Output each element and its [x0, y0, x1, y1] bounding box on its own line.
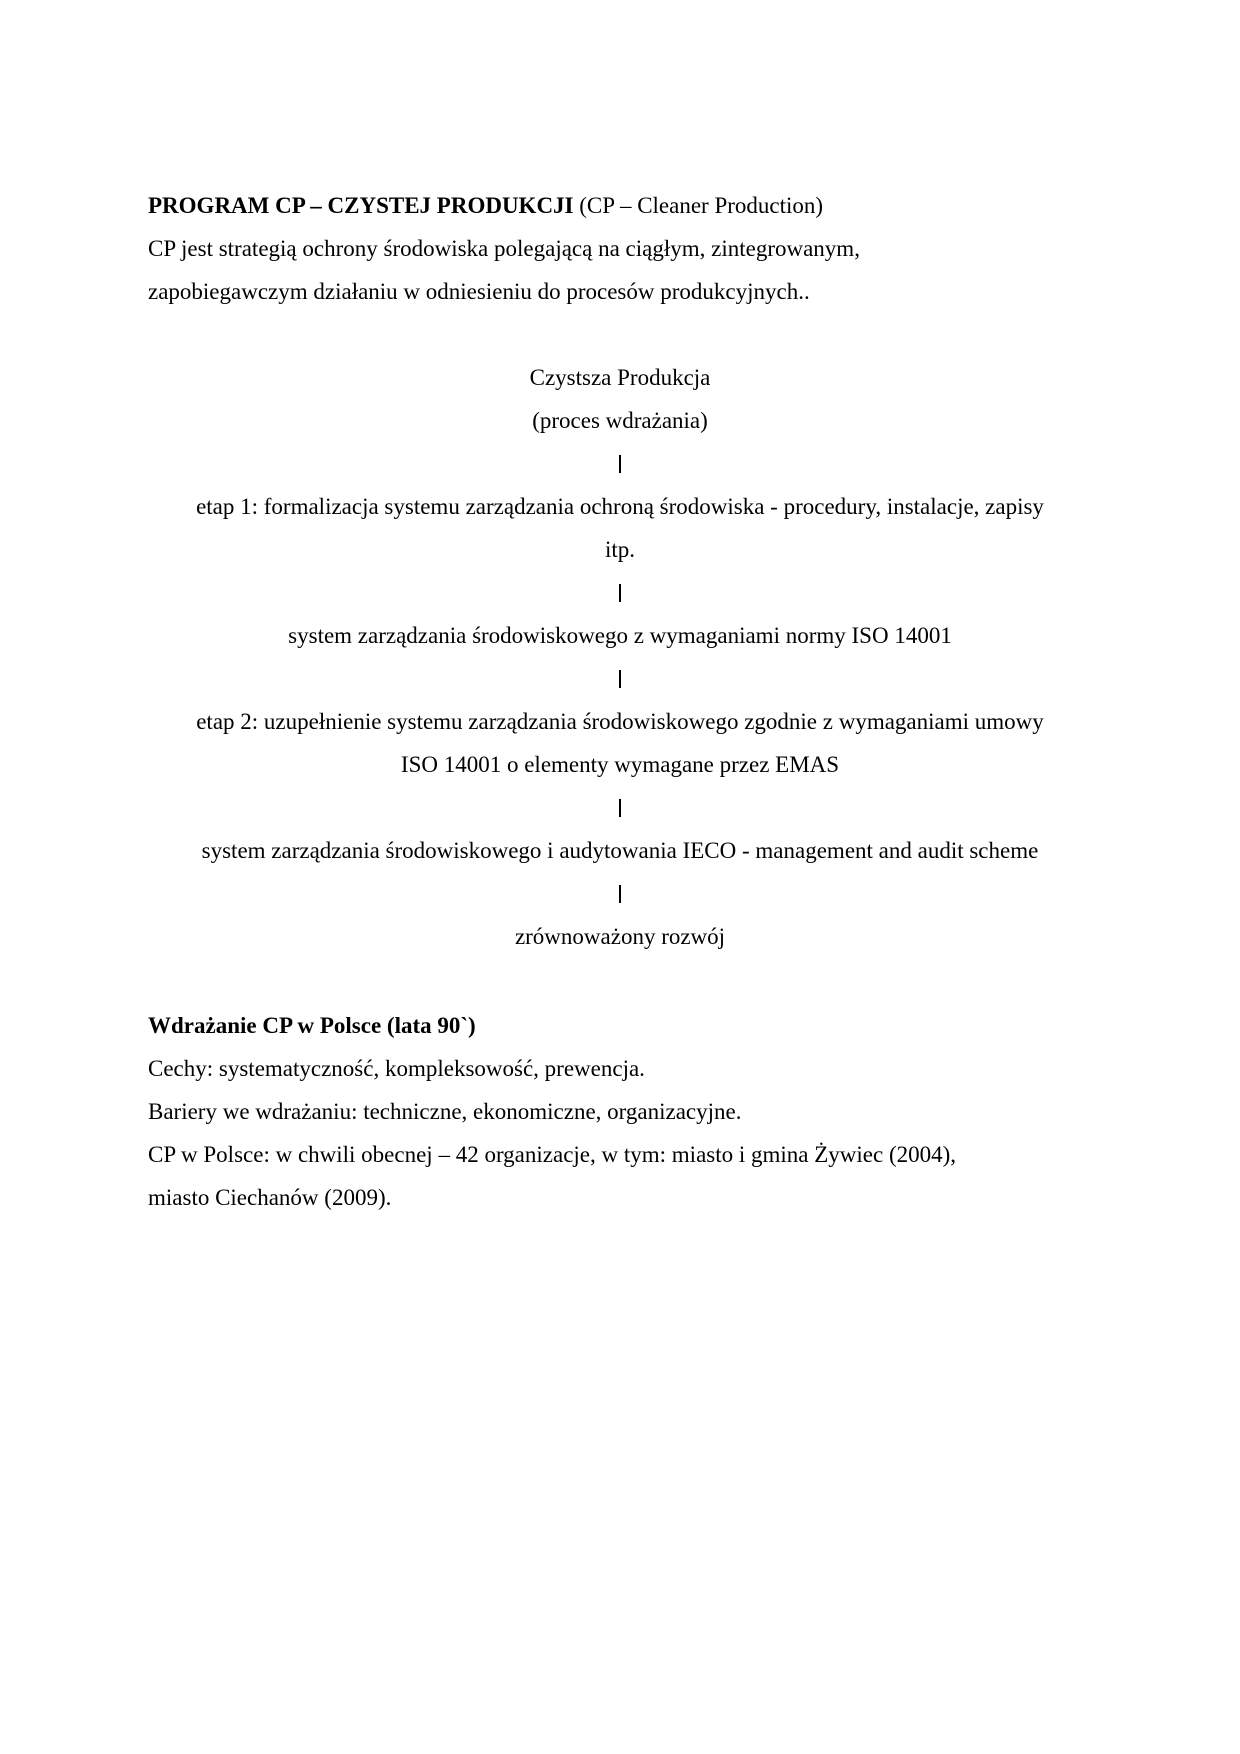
poland-section-title: Wdrażanie CP w Polsce (lata 90`) — [148, 1013, 476, 1038]
definition-line-1: CP jest strategią ochrony środowiska polegającą na ciągłym, zintegrowanym, — [148, 236, 860, 261]
flow-connector — [148, 872, 1092, 915]
connector-line — [619, 584, 621, 602]
features-line: Cechy: systematyczność, kompleksowość, prewencja. — [148, 1056, 645, 1081]
eco-system-step: system zarządzania środowiskowego i audytowania IECO - management and audit scheme — [201, 838, 1039, 863]
status-line-1: CP w Polsce: w chwili obecnej – 42 organizacje, w tym: miasto i gmina Żywiec (2004), — [148, 1142, 957, 1167]
stage-1-line-2: itp. — [604, 537, 636, 562]
flow-connector — [148, 571, 1092, 614]
stage-2-line-2: ISO 14001 o elementy wymagane przez EMAS — [400, 752, 840, 777]
poland-section — [148, 1004, 1108, 1219]
definition-line-2: zapobiegawczym działaniu w odniesieniu do procesów produkcyjnych.. — [148, 279, 810, 304]
barriers-line: Bariery we wdrażaniu: techniczne, ekonomiczne, organizacyjne. — [148, 1099, 742, 1124]
diagram-title: Czystsza Produkcja — [529, 365, 711, 390]
connector-line — [619, 670, 621, 688]
connector-line — [619, 799, 621, 817]
iso-system-step: system zarządzania środowiskowego z wymaganiami normy ISO 14001 — [288, 623, 952, 648]
connector-line — [619, 455, 621, 473]
program-heading-normal: (CP – Cleaner Production) — [573, 193, 824, 218]
stage-2-line-1: etap 2: uzupełnienie systemu zarządzania środowiskowego zgodnie z wymaganiami umowy — [196, 709, 1044, 734]
program-heading-bold: PROGRAM CP – CZYSTEJ PRODUKCJI — [148, 193, 574, 218]
implementation-flow-diagram — [148, 356, 1092, 958]
flow-connector — [148, 442, 1092, 485]
stage-1-line-1: etap 1: formalizacja systemu zarządzania ochroną środowiska - procedury, instalacje, zapisy — [196, 494, 1044, 519]
diagram-outcome: zrównoważony rozwój — [514, 924, 726, 949]
flow-connector — [148, 786, 1092, 829]
status-line-2: miasto Ciechanów (2009). — [148, 1185, 392, 1210]
flow-connector — [148, 657, 1092, 700]
intro-section — [148, 184, 1108, 313]
program-heading — [148, 184, 1108, 227]
diagram-subtitle: (proces wdrażania) — [532, 408, 708, 433]
connector-line — [619, 885, 621, 903]
